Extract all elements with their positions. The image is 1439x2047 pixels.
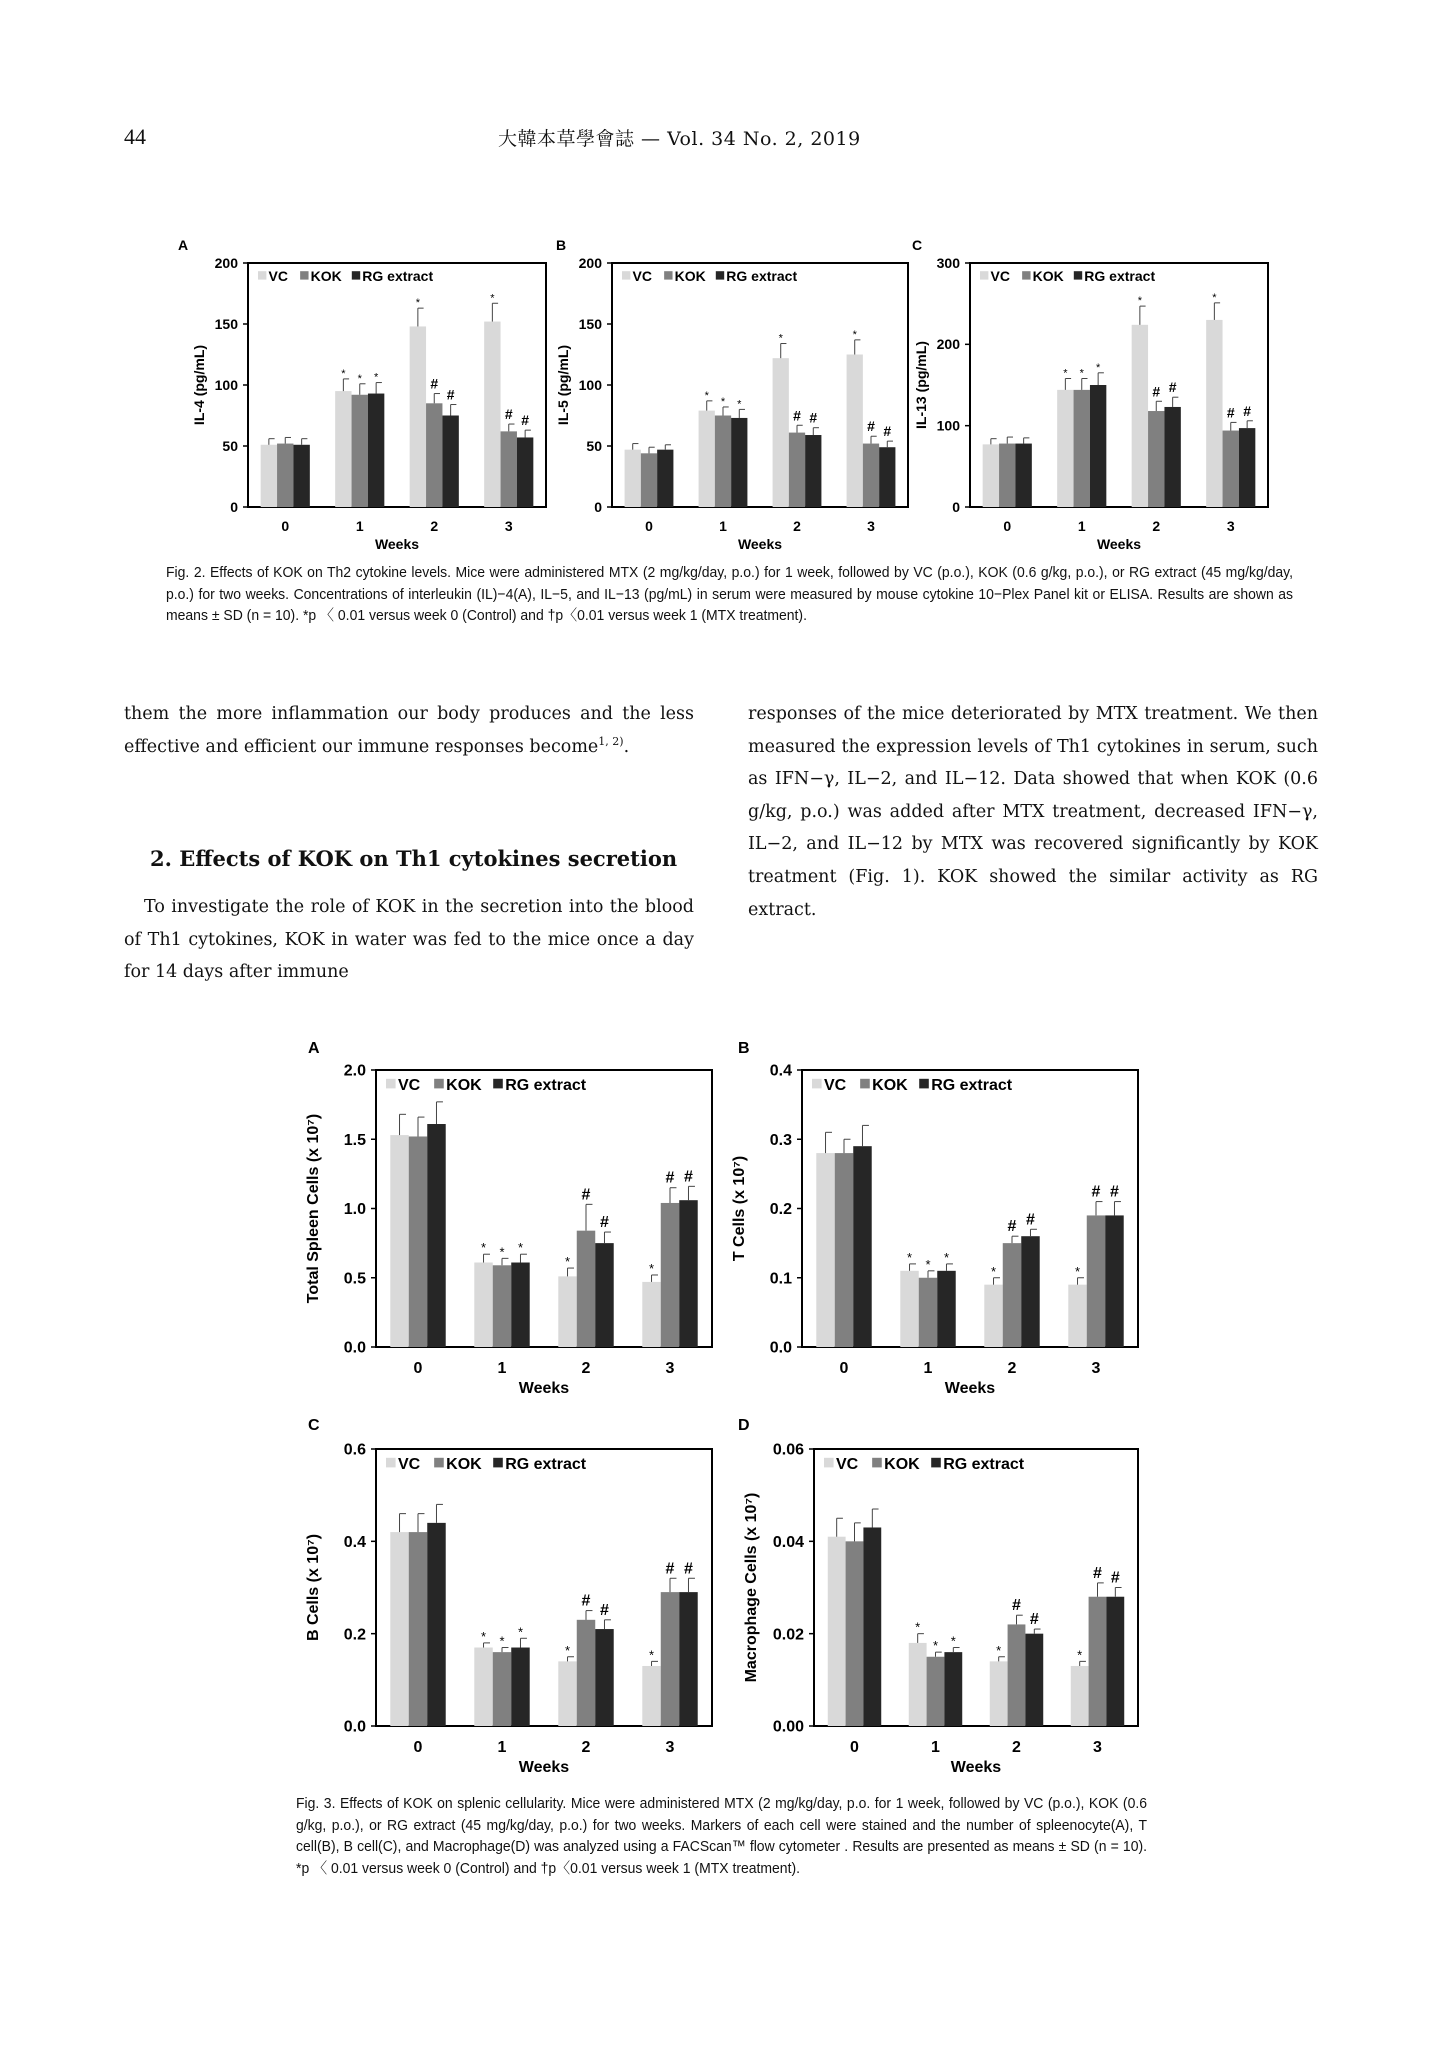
panel-label: C <box>308 1417 320 1434</box>
legend-swatch <box>812 1079 822 1089</box>
x-tick-label: 3 <box>1226 518 1235 534</box>
significance-hash: # <box>1091 1183 1101 1201</box>
panel-label: A <box>308 1040 320 1057</box>
y-tick-label: 50 <box>222 437 238 454</box>
bar <box>427 1523 445 1726</box>
bar <box>1106 1597 1124 1726</box>
bar <box>493 1265 511 1347</box>
legend-label: KOK <box>446 1456 482 1473</box>
x-tick-label: 2 <box>1152 518 1161 534</box>
x-axis-label: Weeks <box>374 536 420 552</box>
bar <box>1021 1236 1039 1347</box>
x-tick-label: 2 <box>581 1739 591 1756</box>
bar <box>1223 431 1239 507</box>
significance-star: * <box>357 372 362 385</box>
significance-hash: # <box>1152 383 1161 400</box>
y-tick-label: 0.0 <box>769 1339 792 1357</box>
significance-star: * <box>996 1642 1002 1658</box>
bar <box>493 1652 511 1726</box>
y-tick-label: 0.2 <box>769 1201 792 1219</box>
legend-swatch <box>872 1458 882 1468</box>
bar <box>828 1537 846 1726</box>
bar <box>863 444 879 507</box>
bar <box>661 1203 679 1347</box>
y-tick-label: 0 <box>230 498 238 515</box>
bar <box>699 411 715 507</box>
y-tick-label: 0.02 <box>772 1626 804 1644</box>
significance-hash: # <box>600 1601 609 1619</box>
bar <box>1105 1215 1123 1347</box>
legend-label: VC <box>824 1077 847 1094</box>
bar <box>427 1124 445 1347</box>
significance-hash: # <box>684 1560 693 1578</box>
fig3-panel-a-chart <box>305 1040 712 1397</box>
y-axis-label: IL-4 (pg/mL) <box>191 344 207 426</box>
fig3-panel-c-chart <box>305 1417 712 1776</box>
fig2-panel-b-chart <box>555 237 908 552</box>
significance-star: * <box>852 328 857 341</box>
legend-label: RG extract <box>943 1456 1025 1473</box>
significance-hash: # <box>1012 1597 1021 1615</box>
bar <box>1025 1634 1043 1726</box>
panel-label: A <box>178 237 189 253</box>
legend-swatch <box>493 1079 503 1089</box>
section-heading: 2. Effects of KOK on Th1 cytokines secretion <box>150 846 678 871</box>
bar <box>1164 407 1180 507</box>
x-tick-label: 3 <box>665 1739 675 1756</box>
legend-label: KOK <box>884 1456 920 1473</box>
y-tick-label: 50 <box>586 437 602 454</box>
legend-label: RG extract <box>362 268 434 284</box>
bar <box>944 1652 962 1726</box>
significance-hash: # <box>1007 1218 1017 1236</box>
fig3-panel-d-chart <box>738 1417 1138 1776</box>
bar <box>1015 444 1031 507</box>
x-tick-label: 2 <box>1007 1360 1017 1377</box>
significance-star: * <box>499 1244 505 1260</box>
fig3-caption: Fig. 3. Effects of KOK on splenic cellularity. Mice were administered MTX (2 mg/kg/day, p.o. for 1 week, followed by VC (p.o.), KOK (0.6 g/kg, p.o.), or RG extract (45 mg/kg/day, p.o.) for two weeks. Markers of each cell were stained and the number of spleenocyte(A), T cell(B), B cell(C), and Macrophage(D) was analyzed using a FACScan™ flow cytometer . Results are presented as means ± SD (n = 10). *p 〈 0.01 versus week 0 (Control) and †p〈0.01 versus week 1 (MTX treatment). <box>296 1795 1147 1877</box>
legend-swatch <box>919 1079 929 1089</box>
y-axis-label: Total Spleen Cells (x 10⁷) <box>305 1113 322 1304</box>
significance-hash: # <box>665 1169 675 1187</box>
panel-label: D <box>738 1417 750 1434</box>
legend-label: RG extract <box>726 268 798 284</box>
bar <box>577 1620 595 1726</box>
bar <box>999 444 1015 507</box>
legend-label: KOK <box>872 1077 908 1094</box>
legend-swatch <box>1074 271 1082 279</box>
right-column <box>748 698 1318 926</box>
significance-star: * <box>648 1260 655 1276</box>
bar <box>1206 320 1222 507</box>
bar <box>352 395 368 507</box>
significance-hash: # <box>430 375 439 392</box>
bar <box>863 1527 881 1726</box>
bar <box>335 391 351 507</box>
y-axis-label: IL-13 (pg/mL) <box>913 341 929 429</box>
bar <box>1239 428 1255 507</box>
y-tick-label: 100 <box>936 417 960 434</box>
significance-hash: # <box>1110 1569 1120 1587</box>
left-paragraph-1: them the more inflammation our body produces and the less effective and efficient our immune responses become$^{1, 2)}$. <box>124 704 694 757</box>
panel-label: C <box>912 237 923 253</box>
x-axis-label: Weeks <box>944 1380 996 1397</box>
left-paragraph-2: To investigate the role of KOK in the secretion into the blood of Th1 cytokines, KOK in water was fed to the mice once a day for 14 days after immune <box>124 897 694 983</box>
bar <box>900 1271 918 1347</box>
significance-star: * <box>720 395 726 408</box>
y-tick-label: 0.6 <box>343 1441 366 1459</box>
legend-label: RG extract <box>505 1077 587 1094</box>
fig2-caption: Fig. 2. Effects of KOK on Th2 cytokine levels. Mice were administered MTX (2 mg/kg/day, p.o.) for 1 week, followed by VC (p.o.), KOK (0.6 g/kg, p.o.), or RG extract (45 mg/kg/day, p.o.) for two weeks. Concentrations of interleukin (IL)−4(A), IL−5, and IL−13 (pg/mL) in serum were measured by mouse cytokine 10−Plex Panel kit or ELISA. Results are shown as means ± SD (n = 10). *p 〈 0.01 versus week 0 (Control) and †p〈0.01 versus week 1 (MTX treatment). <box>166 564 1293 624</box>
legend-swatch <box>824 1458 834 1468</box>
significance-hash: # <box>1093 1564 1102 1582</box>
bar <box>261 445 277 507</box>
significance-hash: # <box>581 1592 591 1610</box>
legend-swatch <box>980 271 988 279</box>
significance-star: * <box>925 1256 931 1272</box>
bar <box>984 1285 1002 1347</box>
fig2-panel-a-chart <box>178 237 546 552</box>
x-tick-label: 1 <box>923 1360 933 1377</box>
legend-swatch <box>352 271 360 279</box>
legend-swatch <box>716 271 724 279</box>
bar <box>679 1592 697 1726</box>
bar <box>595 1243 613 1347</box>
y-axis-label: IL-5 (pg/mL) <box>555 344 571 426</box>
bar <box>484 322 500 507</box>
bar <box>731 418 747 507</box>
y-tick-label: 1.0 <box>343 1201 366 1219</box>
significance-hash: # <box>1168 379 1177 396</box>
significance-star: * <box>517 1624 524 1640</box>
x-tick-label: 1 <box>1077 518 1086 534</box>
bar <box>846 1541 864 1726</box>
y-tick-label: 200 <box>578 254 602 271</box>
x-tick-label: 0 <box>413 1360 423 1377</box>
bar <box>1089 1597 1107 1726</box>
x-tick-label: 2 <box>581 1360 591 1377</box>
bar <box>661 1592 679 1726</box>
y-tick-label: 0 <box>594 498 602 515</box>
significance-hash: # <box>1243 402 1252 419</box>
legend-label: VC <box>632 268 652 284</box>
bar <box>474 1263 492 1347</box>
x-tick-label: 0 <box>1003 518 1012 534</box>
bar <box>835 1153 853 1347</box>
y-axis-label: Macrophage Cells (x 10⁷) <box>743 1492 760 1683</box>
x-axis-label: Weeks <box>1096 536 1142 552</box>
y-tick-label: 300 <box>936 254 960 271</box>
y-tick-label: 0.04 <box>772 1533 804 1551</box>
bar <box>789 433 805 507</box>
significance-hash: # <box>1026 1211 1035 1229</box>
bar <box>625 450 641 507</box>
bar <box>1003 1243 1021 1347</box>
legend-label: VC <box>268 268 288 284</box>
legend-label: KOK <box>1032 268 1064 284</box>
significance-hash: # <box>446 386 455 403</box>
y-tick-label: 0.5 <box>343 1270 366 1288</box>
bar <box>390 1532 408 1726</box>
significance-hash: # <box>684 1168 693 1186</box>
bar <box>853 1146 871 1347</box>
legend-swatch <box>434 1079 444 1089</box>
significance-star: * <box>1212 291 1217 304</box>
bar <box>847 355 863 508</box>
y-tick-label: 0.4 <box>343 1533 366 1551</box>
y-tick-label: 0.2 <box>343 1626 366 1644</box>
significance-hash: # <box>793 407 801 424</box>
significance-hash: # <box>504 406 513 423</box>
y-axis-label: T Cells (x 10⁷) <box>731 1155 748 1262</box>
legend-label: VC <box>836 1456 859 1473</box>
legend-swatch <box>386 1079 396 1089</box>
bar <box>558 1276 576 1347</box>
bar <box>1087 1215 1105 1347</box>
legend-label: KOK <box>446 1077 482 1094</box>
legend-swatch <box>300 271 308 279</box>
bar <box>879 447 895 507</box>
x-tick-label: 0 <box>839 1360 849 1377</box>
significance-star: * <box>1095 361 1101 374</box>
bar <box>277 444 293 507</box>
significance-star: * <box>1137 295 1143 308</box>
significance-star: * <box>499 1633 505 1649</box>
y-tick-label: 0.0 <box>343 1718 366 1736</box>
x-tick-label: 0 <box>850 1739 859 1756</box>
significance-hash: # <box>1226 404 1235 421</box>
significance-star: * <box>1074 1263 1081 1279</box>
significance-star: * <box>1063 367 1068 380</box>
bar <box>1008 1624 1026 1726</box>
significance-hash: # <box>867 418 875 435</box>
legend-swatch <box>1022 271 1030 279</box>
significance-star: * <box>906 1249 913 1265</box>
legend-swatch <box>860 1079 870 1089</box>
significance-star: * <box>341 367 346 380</box>
bar <box>1071 1666 1089 1726</box>
x-tick-label: 1 <box>497 1739 507 1756</box>
bar <box>595 1629 613 1726</box>
y-tick-label: 0 <box>952 498 960 515</box>
bar <box>577 1231 595 1347</box>
significance-star: * <box>778 332 783 345</box>
bar <box>1074 390 1090 507</box>
significance-star: * <box>943 1249 950 1265</box>
page-number: 44 <box>124 124 146 149</box>
y-tick-label: 200 <box>936 336 960 353</box>
significance-hash: # <box>665 1560 675 1578</box>
left-column <box>124 698 694 763</box>
citation-ref: 1, 2) <box>598 734 624 748</box>
significance-hash: # <box>521 412 530 429</box>
legend-label: VC <box>398 1456 421 1473</box>
bar <box>511 1648 529 1726</box>
legend-swatch <box>931 1458 941 1468</box>
legend-label: RG extract <box>1084 268 1156 284</box>
right-paragraph: responses of the mice deteriorated by MTX treatment. We then measured the expression levels of Th1 cytokines in serum, such as IFN−γ, IL−2, and IL−12. Data showed that when KOK (0.6 g/kg, p.o.) was added after MTX treatment, decreased IFN−γ, IL−2, and IL−12 by MTX was recovered significantly by KOK treatment (Fig. 1). KOK showed the similar activity as RG extract. <box>748 704 1318 920</box>
x-tick-label: 1 <box>719 518 727 534</box>
significance-star: * <box>932 1638 939 1654</box>
bar <box>442 416 458 508</box>
y-tick-label: 1.5 <box>343 1131 366 1149</box>
significance-hash: # <box>600 1214 609 1232</box>
x-axis-label: Weeks <box>518 1759 570 1776</box>
significance-star: * <box>950 1633 956 1649</box>
bar <box>426 403 442 507</box>
bar <box>642 1282 660 1347</box>
x-tick-label: 1 <box>931 1739 940 1756</box>
y-tick-label: 0.06 <box>772 1441 804 1459</box>
bar <box>1132 325 1148 507</box>
significance-star: * <box>490 292 495 305</box>
y-tick-label: 150 <box>214 315 238 332</box>
legend-label: RG extract <box>931 1077 1013 1094</box>
significance-star: * <box>517 1240 524 1256</box>
significance-star: * <box>990 1263 997 1279</box>
bar <box>368 394 384 507</box>
legend-swatch <box>258 271 266 279</box>
legend-label: RG extract <box>505 1456 587 1473</box>
bar <box>409 1136 427 1347</box>
fig2-panel-c-chart <box>912 237 1268 552</box>
significance-hash: # <box>883 423 892 440</box>
significance-star: * <box>564 1254 571 1270</box>
x-axis-label: Weeks <box>950 1759 1002 1776</box>
left-column-2 <box>124 891 694 989</box>
significance-hash: # <box>1110 1183 1119 1201</box>
y-tick-label: 0.1 <box>769 1270 792 1288</box>
y-tick-label: 0.3 <box>769 1131 792 1149</box>
x-axis-label: Weeks <box>518 1380 570 1397</box>
x-tick-label: 2 <box>1012 1739 1021 1756</box>
significance-star: * <box>415 297 421 310</box>
bar <box>990 1661 1008 1726</box>
significance-star: * <box>1077 1647 1083 1663</box>
bar <box>641 453 657 507</box>
y-tick-label: 0.4 <box>769 1062 792 1080</box>
bar <box>816 1153 834 1347</box>
significance-star: * <box>704 389 709 402</box>
bar <box>410 326 426 507</box>
x-tick-label: 0 <box>413 1739 423 1756</box>
significance-hash: # <box>1029 1611 1039 1629</box>
legend-label: KOK <box>310 268 342 284</box>
significance-star: * <box>915 1619 921 1635</box>
bar <box>517 437 533 507</box>
bar <box>805 435 821 507</box>
x-tick-label: 3 <box>1093 1739 1102 1756</box>
bar <box>657 450 673 507</box>
bar <box>983 444 999 507</box>
bar <box>937 1271 955 1347</box>
bar <box>1090 385 1106 507</box>
x-tick-label: 2 <box>793 518 801 534</box>
bar <box>511 1263 529 1347</box>
x-tick-label: 3 <box>1091 1360 1101 1377</box>
panel-label: B <box>738 1040 750 1057</box>
bar <box>293 445 309 507</box>
bar <box>909 1643 927 1726</box>
legend-swatch <box>493 1458 503 1468</box>
bar <box>558 1661 576 1726</box>
y-tick-label: 150 <box>578 315 602 332</box>
bar <box>390 1135 408 1347</box>
y-tick-label: 100 <box>578 376 602 393</box>
legend-label: VC <box>990 268 1010 284</box>
legend-swatch <box>622 271 630 279</box>
y-tick-label: 100 <box>214 376 238 393</box>
x-tick-label: 3 <box>504 518 513 534</box>
legend-label: KOK <box>674 268 706 284</box>
x-tick-label: 3 <box>665 1360 675 1377</box>
bar <box>1068 1285 1086 1347</box>
significance-hash: # <box>581 1186 591 1204</box>
significance-hash: # <box>809 409 818 426</box>
bar <box>642 1666 660 1726</box>
y-tick-label: 2.0 <box>343 1062 366 1080</box>
bar <box>474 1648 492 1726</box>
bar <box>501 431 517 507</box>
y-tick-label: 0.0 <box>343 1339 366 1357</box>
x-axis-label: Weeks <box>737 536 783 552</box>
y-tick-label: 0.00 <box>772 1718 804 1736</box>
x-tick-label: 0 <box>645 518 653 534</box>
x-tick-label: 3 <box>867 518 875 534</box>
significance-star: * <box>648 1647 655 1663</box>
x-tick-label: 1 <box>355 518 364 534</box>
bar <box>715 416 731 508</box>
y-axis-label: B Cells (x 10⁷) <box>305 1533 322 1642</box>
legend-swatch <box>386 1458 396 1468</box>
significance-star: * <box>373 371 379 384</box>
bar <box>919 1278 937 1347</box>
x-tick-label: 1 <box>497 1360 507 1377</box>
significance-star: * <box>480 1240 487 1256</box>
legend-swatch <box>664 271 672 279</box>
bar <box>409 1532 427 1726</box>
legend-label: VC <box>398 1077 421 1094</box>
significance-star: * <box>480 1628 487 1644</box>
y-tick-label: 200 <box>214 254 238 271</box>
significance-star: * <box>564 1642 571 1658</box>
significance-star: * <box>737 398 742 411</box>
bar <box>679 1200 697 1347</box>
significance-star: * <box>1079 367 1084 380</box>
running-head: 大韓本草學會誌 — Vol. 34 No. 2, 2019 <box>498 128 861 150</box>
panel-label: B <box>556 237 567 253</box>
bar <box>1148 411 1164 507</box>
x-tick-label: 2 <box>430 518 439 534</box>
bar <box>927 1657 945 1726</box>
bar <box>773 358 789 507</box>
legend-swatch <box>434 1458 444 1468</box>
bar <box>1057 390 1073 507</box>
fig3-panel-b-chart <box>731 1040 1138 1397</box>
x-tick-label: 0 <box>281 518 290 534</box>
